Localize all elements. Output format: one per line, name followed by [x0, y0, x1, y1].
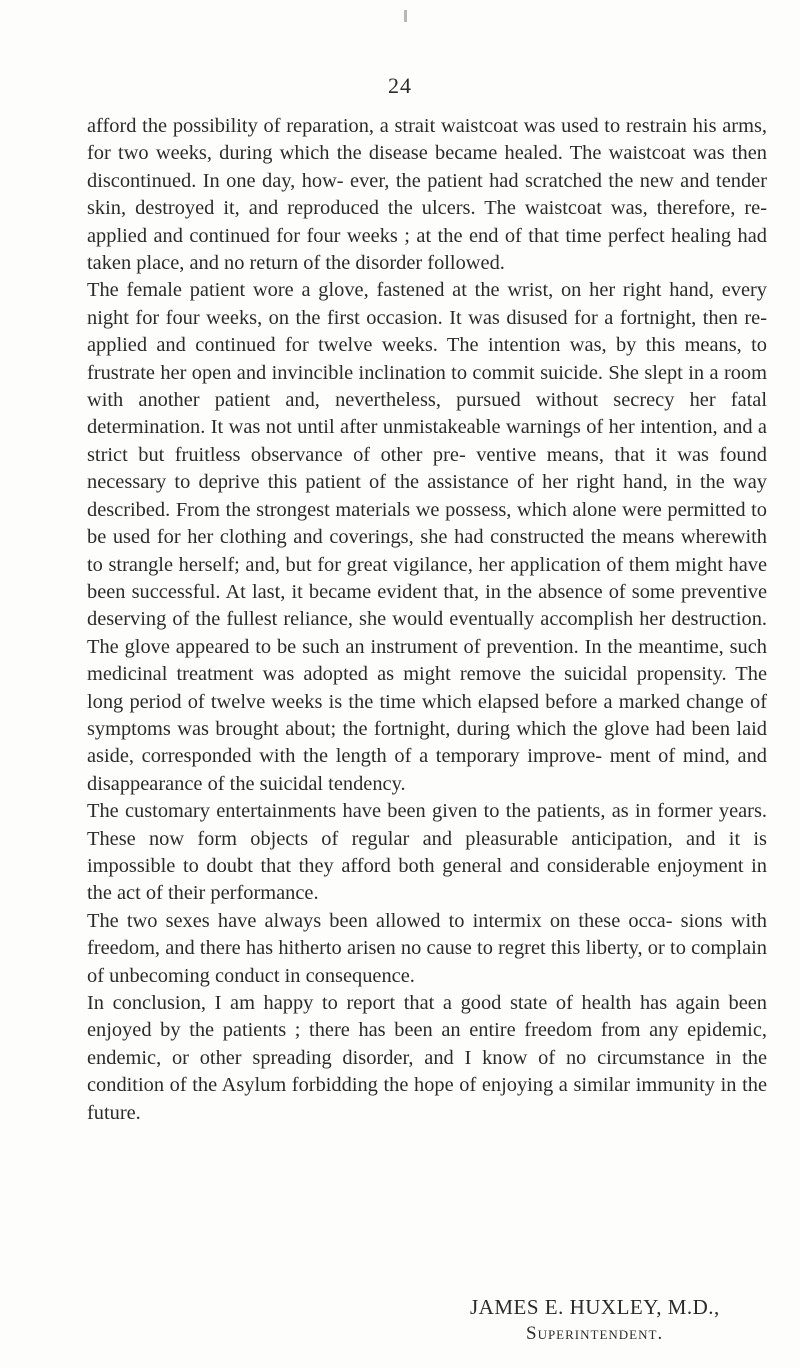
- paragraph-glove: The female patient wore a glove, fastened at the wrist, on her right hand, every night for four weeks, on the first occasion. It was disused for a fortnight, then re-applied and continued for twelve weeks. The intention was, by this means, to frustrate her open and invincible inclination to commit suicide. She slept in a room with another patient and, nevertheless, pursued without secrecy her fatal determination. It was not until after unmistakeable warnings of her intention, and a strict but fruitless observance of other pre- ventive means, that it was found necessary to deprive this patient of the assistance of her right hand, in the way described. From the strongest materials we possess, which alone were permitted to be used for her clothing and coverings, she had constructed the means wherewith to strangle herself; and, but for great vigilance, her application of them might have been successful. At last, it became evident that, in the absence of some preventive deserving of the fullest reliance, she would eventually accomplish her destruction. The glove appeared to be such an instrument of prevention. In the meantime, such medicinal treatment was adopted as might remove the suicidal propensity. The long period of twelve weeks is the time which elapsed before a marked change of symptoms was brought about; the fortnight, during which the glove had been laid aside, corresponded with the length of a temporary improve- ment of mind, and disappearance of the suicidal tendency.: [87, 279, 767, 795]
- page-number: 24: [388, 73, 412, 98]
- signature-title: Superintendent.: [526, 1323, 664, 1344]
- paragraph-entertainments: The customary entertainments have been given to the patients, as in former years. These now form objects of regular and pleasurable anticipation, and it is impossible to doubt that they afford both general and considerable enjoyment in the act of their performance.: [87, 800, 767, 905]
- scan-mark: [404, 10, 407, 22]
- body-text: [87, 113, 767, 1127]
- signature-name: JAMES E. HUXLEY, M.D.,: [470, 1295, 720, 1319]
- paragraph-conclusion: In conclusion, I am happy to report that a good state of health has again been enjoyed by the patients ; there has been an entire freedom from any epidemic, endemic, or other spreading disorder, and I know of no circumstance in the condition of the Asylum forbidding the hope of enjoying a similar immunity in the future.: [87, 992, 767, 1124]
- paragraph-waistcoat: afford the possibility of reparation, a strait waistcoat was used to restrain his arms, for two weeks, during which the disease became healed. The waistcoat was then discontinued. In one day, how- ever, the patient had scratched the new and tender skin, destroyed it, and reproduced the ulcers. The waistcoat was, therefore, re- applied and continued for four weeks ; at the end of that time perfect healing had taken place, and no return of the disorder followed.: [87, 115, 767, 275]
- paragraph-sexes: The two sexes have always been allowed to intermix on these occa- sions with freedom, and there has hitherto arisen no cause to regret this liberty, or to complain of unbecoming conduct in consequence.: [87, 909, 767, 987]
